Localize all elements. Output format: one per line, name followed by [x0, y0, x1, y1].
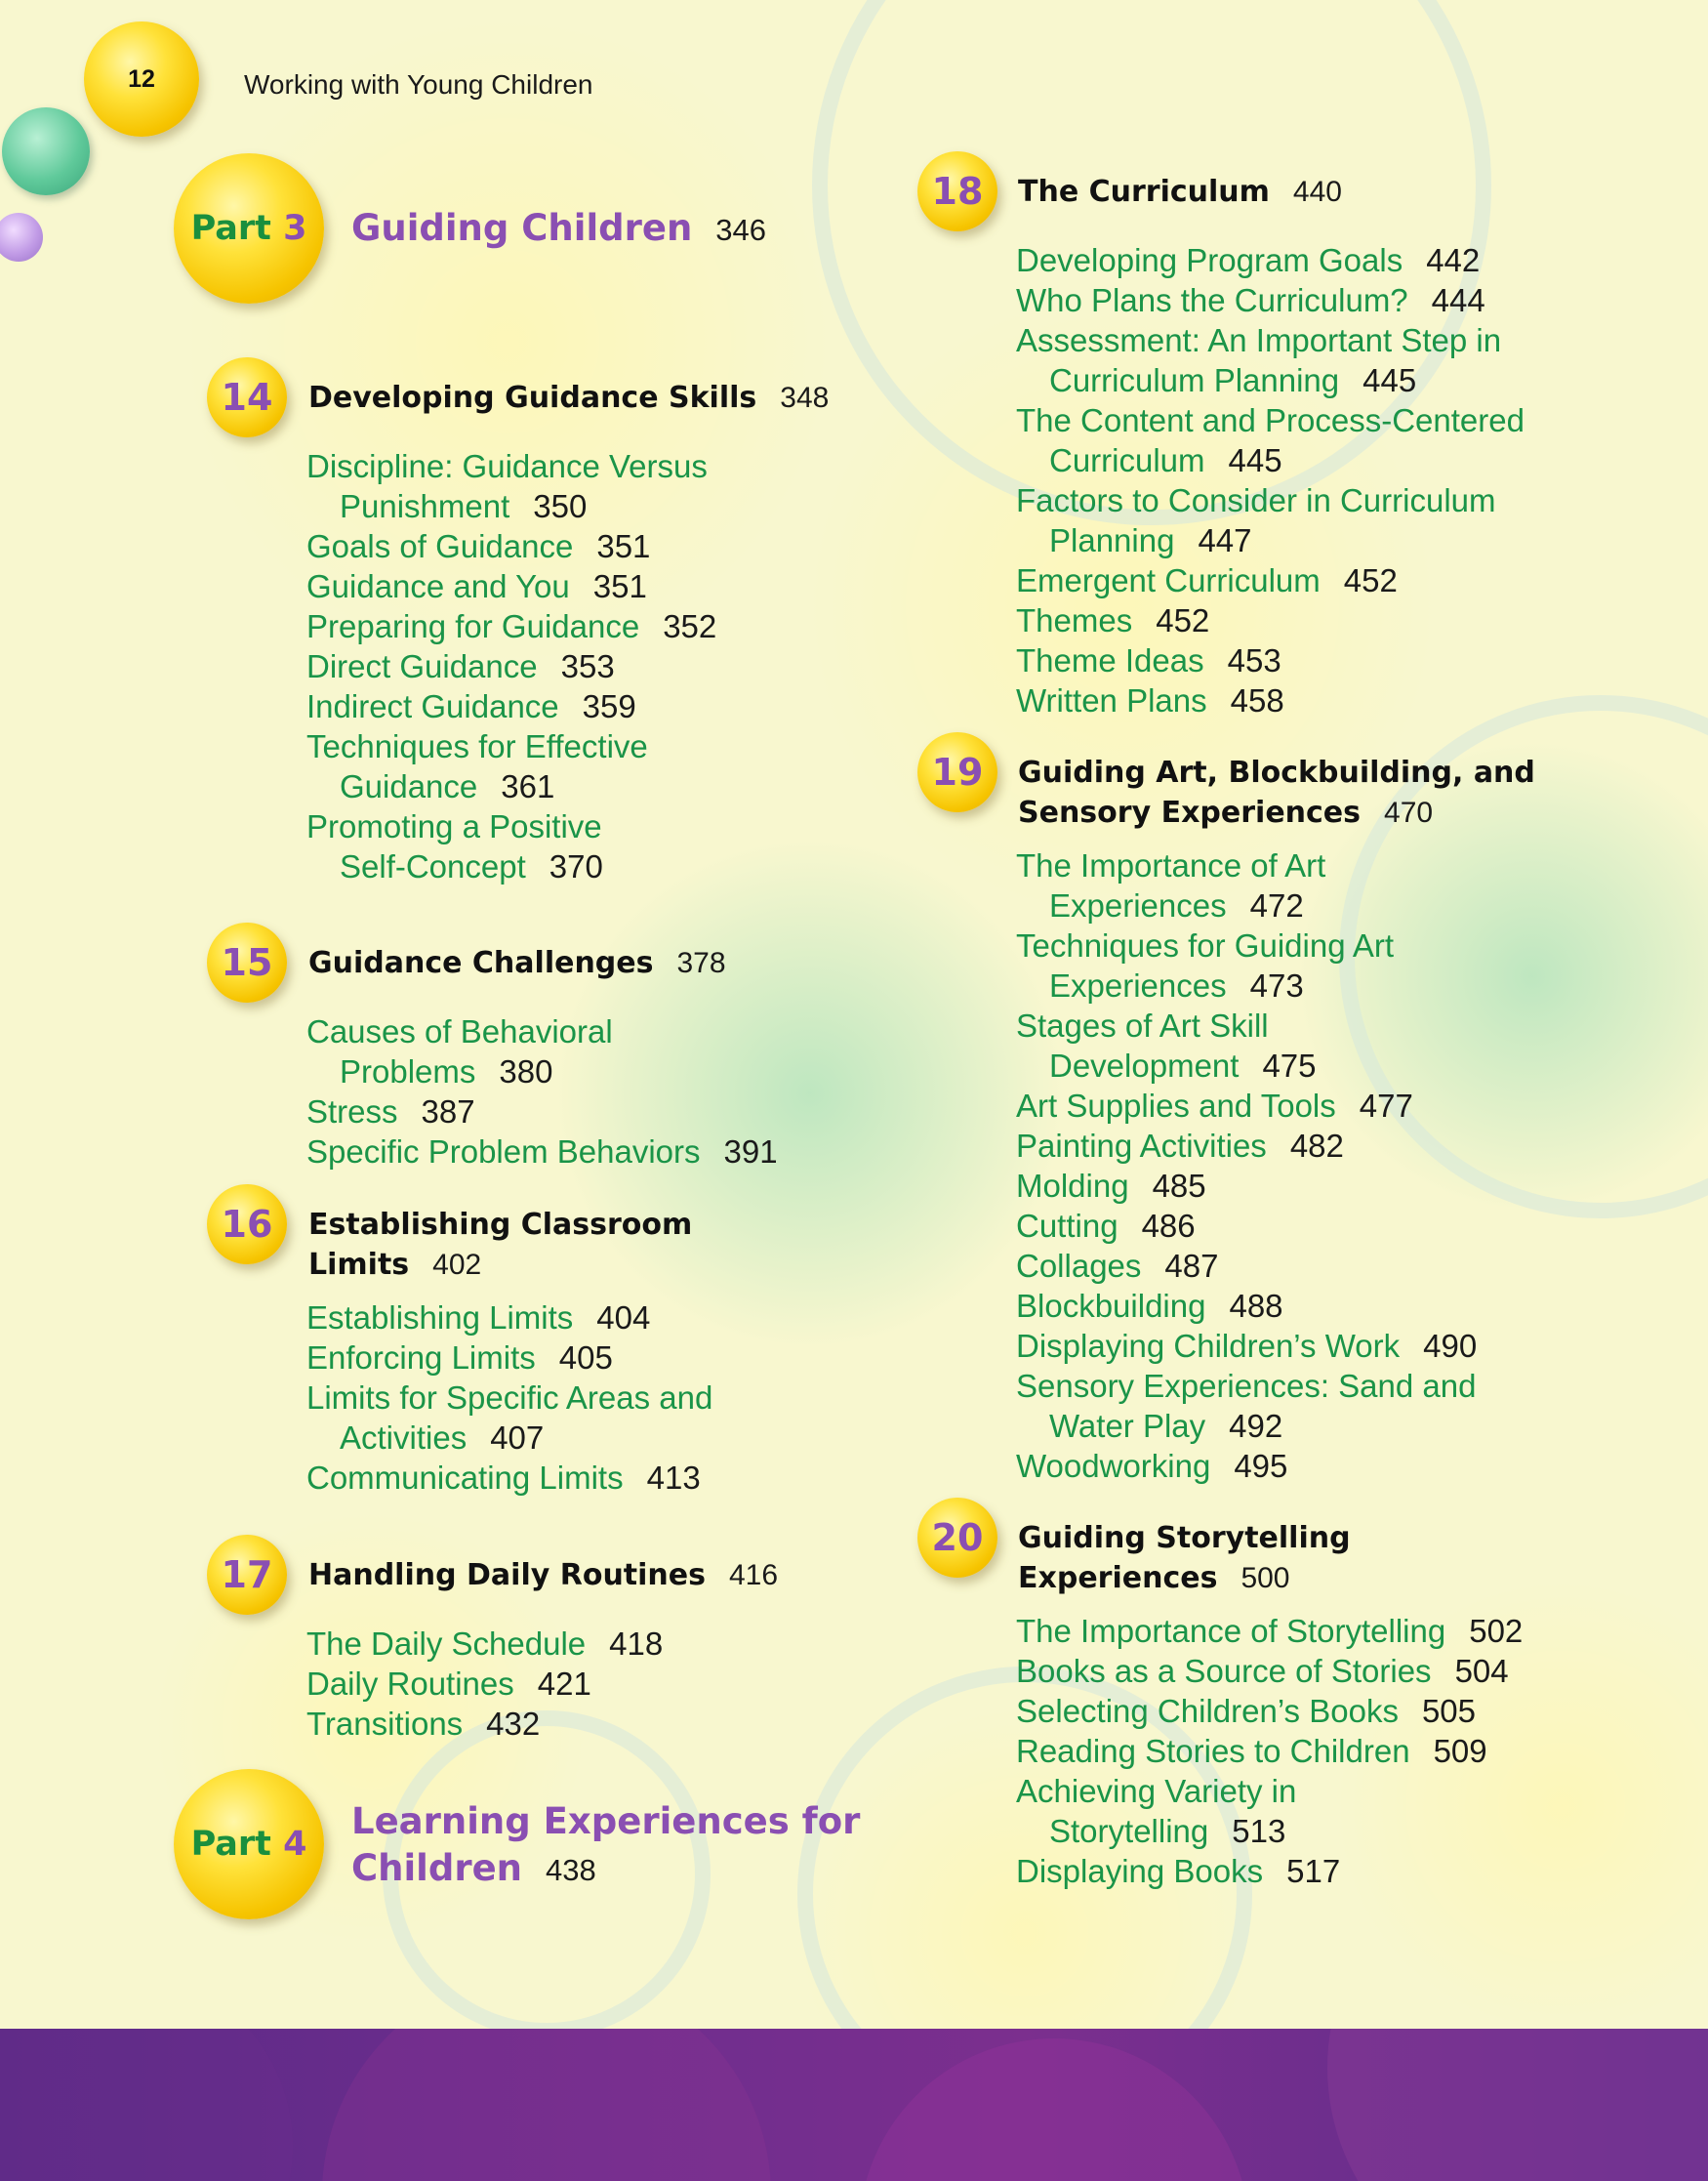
- chapter-18-entries: [1016, 240, 1525, 720]
- part-4-page: 438: [546, 1853, 596, 1887]
- chapter-16-entries: [306, 1297, 712, 1498]
- part-4-title: Learning Experiences for Children 438: [351, 1800, 861, 1889]
- toc-entry: Techniques for Effective Guidance 361: [306, 728, 648, 804]
- toc-entry: Achieving Variety in Storytelling 513: [1016, 1773, 1297, 1849]
- toc-entry: The Content and Process-Centered Curriculum 445: [1016, 402, 1525, 478]
- chapter-18-badge: 18: [917, 151, 997, 231]
- toc-entry: Art Supplies and Tools 477: [1016, 1088, 1413, 1124]
- part-3-badge: [174, 153, 324, 304]
- toc-entry: Promoting a Positive Self-Concept 370: [306, 808, 603, 885]
- toc-entry: Enforcing Limits 405: [306, 1339, 613, 1376]
- toc-entry: Indirect Guidance 359: [306, 688, 636, 724]
- chapter-16-title: Establishing Classroom Limits 402: [308, 1208, 693, 1282]
- toc-entry: The Importance of Storytelling 502: [1016, 1613, 1524, 1649]
- chapter-19-badge: 19: [917, 732, 997, 812]
- chapter-14-title: Developing Guidance Skills 348: [308, 381, 830, 415]
- page-number-badge: [84, 21, 199, 137]
- toc-entry: Reading Stories to Children 509: [1016, 1733, 1487, 1769]
- part-3-label: Part 3: [190, 209, 307, 248]
- toc-entry: Developing Program Goals 442: [1016, 242, 1481, 278]
- toc-entry: Displaying Books 517: [1016, 1853, 1341, 1889]
- toc-entry: Sensory Experiences: Sand and Water Play 492: [1016, 1368, 1477, 1444]
- toc-entry: Specific Problem Behaviors 391: [306, 1133, 778, 1170]
- chapter-17-title: Handling Daily Routines 416: [308, 1558, 779, 1592]
- toc-entry: Collages 487: [1016, 1248, 1219, 1284]
- toc-entry: Themes 452: [1016, 602, 1210, 638]
- toc-entry: Establishing Limits 404: [306, 1299, 651, 1336]
- toc-entry: Displaying Children’s Work 490: [1016, 1328, 1478, 1364]
- chapter-20-entries: [1016, 1611, 1523, 1891]
- chapter-14-entries: [306, 446, 716, 886]
- toc-entry: Molding 485: [1016, 1168, 1206, 1204]
- toc-entry: Preparing for Guidance 352: [306, 608, 717, 644]
- toc-entry: Cutting 486: [1016, 1208, 1196, 1244]
- toc-entry: Woodworking 495: [1016, 1448, 1288, 1484]
- toc-entry: Theme Ideas 453: [1016, 642, 1281, 679]
- part-4-label: Part 4: [190, 1825, 307, 1864]
- footer-band: [0, 2029, 1708, 2181]
- toc-entry: Who Plans the Curriculum? 444: [1016, 282, 1485, 318]
- chapter-17-entries: [306, 1624, 663, 1744]
- chapter-15-entries: [306, 1011, 778, 1172]
- chapter-18-title: The Curriculum 440: [1018, 175, 1342, 209]
- toc-entry: Painting Activities 482: [1016, 1128, 1344, 1164]
- toc-entry: Selecting Children’s Books 505: [1016, 1693, 1477, 1729]
- toc-entry: Stress 387: [306, 1093, 475, 1130]
- toc-entry: Stages of Art Skill Development 475: [1016, 1008, 1317, 1084]
- green-decorative-ball: [2, 107, 90, 195]
- toc-entry: Limits for Specific Areas and Activities 407: [306, 1379, 713, 1456]
- chapter-17-badge: 17: [207, 1535, 287, 1615]
- toc-entry: Assessment: An Important Step in Curriculum Planning 445: [1016, 322, 1502, 398]
- toc-entry: Blockbuilding 488: [1016, 1288, 1283, 1324]
- toc-entry: Guidance and You 351: [306, 568, 647, 604]
- chapter-14-badge: 14: [207, 357, 287, 437]
- footer-circles: [0, 2029, 1708, 2181]
- running-title: Working with Young Children: [244, 69, 593, 100]
- chapter-19-title: Guiding Art, Blockbuilding, and Sensory Experiences 470: [1018, 756, 1535, 830]
- toc-entry: Causes of Behavioral Problems 380: [306, 1013, 613, 1090]
- toc-entry: Daily Routines 421: [306, 1666, 591, 1702]
- toc-entry: Factors to Consider in Curriculum Planning 447: [1016, 482, 1496, 558]
- chapter-19-entries: [1016, 845, 1477, 1486]
- chapter-16-badge: 16: [207, 1184, 287, 1264]
- toc-entry: Emergent Curriculum 452: [1016, 562, 1398, 598]
- chapter-15-badge: 15: [207, 923, 287, 1003]
- page-number: 12: [128, 65, 155, 93]
- chapter-20-title: Guiding Storytelling Experiences 500: [1018, 1521, 1351, 1595]
- chapter-20-badge: 20: [917, 1498, 997, 1578]
- toc-entry: Direct Guidance 353: [306, 648, 615, 684]
- toc-entry: Techniques for Guiding Art Experiences 473: [1016, 927, 1395, 1004]
- toc-entry: Transitions 432: [306, 1706, 541, 1742]
- toc-entry: Written Plans 458: [1016, 682, 1284, 719]
- part-3-page: 346: [715, 213, 767, 247]
- toc-entry: Goals of Guidance 351: [306, 528, 651, 564]
- toc-entry: Discipline: Guidance Versus Punishment 350: [306, 448, 708, 524]
- toc-entry: Books as a Source of Stories 504: [1016, 1653, 1509, 1689]
- chapter-15-title: Guidance Challenges 378: [308, 946, 726, 980]
- part-3-title: Guiding Children 346: [351, 207, 767, 249]
- toc-entry: The Daily Schedule 418: [306, 1625, 664, 1662]
- toc-entry: Communicating Limits 413: [306, 1460, 701, 1496]
- toc-entry: The Importance of Art Experiences 472: [1016, 847, 1326, 924]
- part-4-badge: [174, 1769, 324, 1919]
